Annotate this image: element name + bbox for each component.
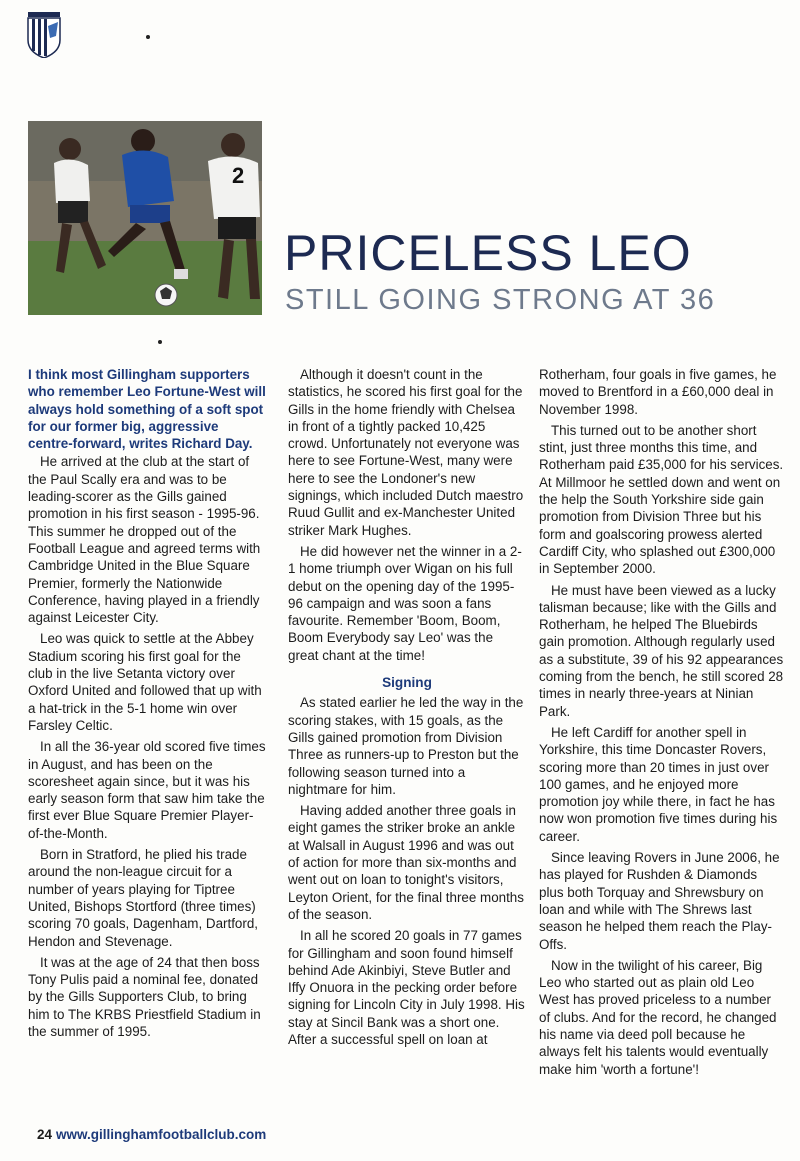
club-website-link[interactable]: www.gillinghamfootballclub.com <box>56 1127 267 1142</box>
page-footer <box>37 1127 266 1142</box>
article-title: PRICELESS LEO <box>284 225 692 281</box>
paragraph: He did however net the winner in a 2-1 home triumph over Wigan on his full debut on the opening day of the 1995-96 campaign and was soon a fans favourite. Remember 'Boom, Boom, Boom Everybody say Leo' was the great chant at the time! <box>288 543 522 663</box>
article-column-3 <box>539 366 785 1082</box>
paragraph: In all the 36-year old scored five times in August, and has been on the scoresheet again since, but it was his early season form that saw him take the first ever Blue Square Premier Player-of-the-Month. <box>28 739 266 841</box>
football-action-illustration <box>28 121 262 315</box>
section-heading-signing: Signing <box>382 675 432 691</box>
paragraph: Born in Stratford, he plied his trade around the non-league circuit for a number of years playing for Tiptree United, Bishops Stortford (three times) scoring 70 goals, Dagenham, Dartford, Hendon and Stevenage. <box>28 847 258 949</box>
paragraph: He arrived at the club at the start of the Paul Scally era and was to be leading-scorer as the Gills gained promotion in his first season - 1995-96. This summer he dropped out of the Football League and agreed terms with Cambridge United in the Blue Square Premier, formerly the Nationwide Conference, having played in a friendly against Leicester City. <box>28 454 261 626</box>
decorative-dot <box>146 35 150 39</box>
article-intro: I think most Gillingham supporters who remember Leo Fortune-West will always hold something of a soft spot for our former big, aggressive centre-forward, writes Richard Day. <box>28 367 266 452</box>
paragraph: It was at the age of 24 that then boss Tony Pulis paid a nominal fee, donated by the Gills Supporters Club, to bring him to The KRBS Priestfield Stadium in the summer of 1995. <box>28 954 261 1039</box>
paragraph: Since leaving Rovers in June 2006, he has played for Rushden & Diamonds plus both Torquay and Shrewsbury on loan and while with The Shrews last season he helped them reach the Play-Offs. <box>539 850 780 952</box>
paragraph: In all he scored 20 goals in 77 games for Gillingham and soon found himself behind Ade Akinbiyi, Steve Butler and Iffy Onuora in the pecking order before signing for Lincoln City in July 1998. His stay at Sincil Bank was a short one. After a successful spell on loan at <box>288 928 525 1047</box>
gillingham-crest-icon <box>26 12 62 58</box>
article-column-1 <box>28 366 266 1044</box>
article-column-2 <box>288 366 526 1052</box>
decorative-dot <box>158 340 162 344</box>
paragraph: He must have been viewed as a lucky talisman because; like with the Gills and Rotherham, he helped The Bluebirds gain promotion. Although regularly used as a substitute, 39 of his 92 appearances coming from the bench, he still scored 28 times in nearly three-years at Ninian Park. <box>539 582 784 719</box>
paragraph: As stated earlier he led the way in the scoring stakes, with 15 goals, as the Gills gained promotion from Division Three as runners-up to Preston but the following season turned into a nightmare for him. <box>288 695 524 797</box>
football-action-photo <box>28 121 262 315</box>
paragraph: This turned out to be another short stint, just three months this time, and Rotherham paid £35,000 for his services. At Millmoor he settled down and went on the help the South Yorkshire side gain promotion from Division Three but his form and goalscoring prowess alerted Cardiff City, who splashed out £300,000 in September 2000. <box>539 422 784 577</box>
paragraph-continued: Rotherham, four goals in five games, he moved to Brentford in a £60,000 deal in November 1998. <box>539 367 777 417</box>
article-subtitle: STILL GOING STRONG AT 36 <box>285 284 716 316</box>
page-number: 24 <box>37 1127 53 1142</box>
paragraph: Leo was quick to settle at the Abbey Stadium scoring his first goal for the club in the live Setanta victory over Oxford United and followed that up with a hat-trick in the 5-1 home win over Farsley Celtic. <box>28 631 262 733</box>
paragraph: Having added another three goals in eight games the striker broke an ankle at Walsall in August 1996 and was out of action for more than six-months and went out on loan to tonight's visitors, Leyton Orient, for the final three months of the season. <box>288 803 524 922</box>
paragraph: He left Cardiff for another spell in Yorkshire, this time Doncaster Rovers, scoring more than 20 times in just over 100 games, and he enjoyed more promotion joy while there, in fact he has now won promotion five times during his career. <box>539 724 778 844</box>
paragraph: Now in the twilight of his career, Big Leo who started out as plain old Leo West has proved priceless to a number of clubs. And for the record, he changed his name via deed poll because he always felt his talents would eventually make him 'worth a fortune'! <box>539 957 777 1077</box>
paragraph: Although it doesn't count in the statistics, he scored his first goal for the Gills in the home friendly with Chelsea in front of a tightly packed 10,425 crowd. Unfortunately not everyone was here to see Fortune-West, many were here to see the Londoner's new signings, which included Dutch maestro Ruud Gullit and ex-Manchester United striker Mark Hughes. <box>288 367 524 538</box>
svg-text:2: 2 <box>232 163 245 188</box>
